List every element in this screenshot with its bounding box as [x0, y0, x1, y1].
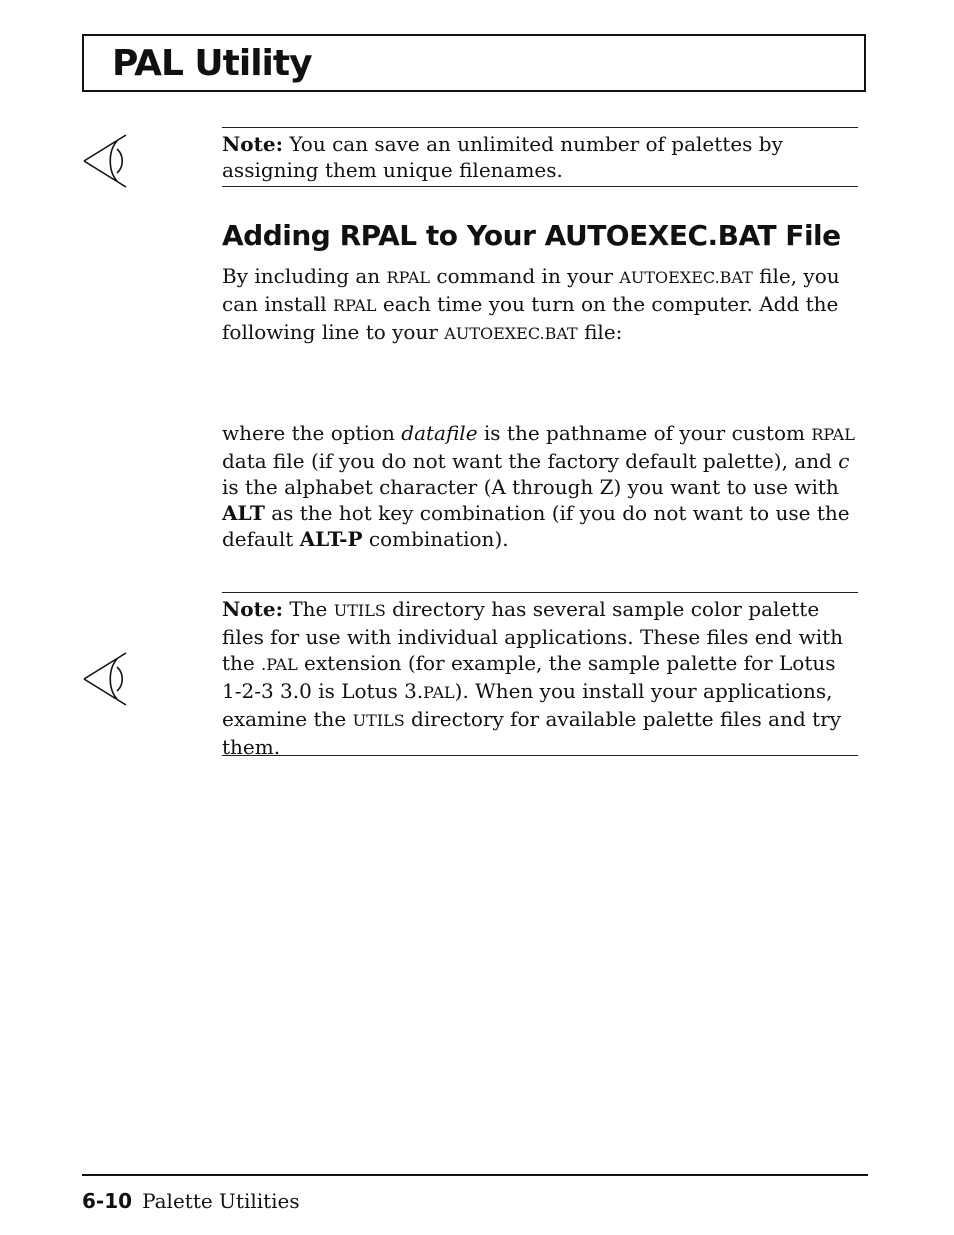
alt-p-key: ALT-P — [299, 527, 363, 551]
chapter-title: PAL Utility — [112, 43, 312, 84]
footer-section-name: Palette Utilities — [142, 1189, 300, 1213]
note-label: Note: — [222, 597, 283, 621]
page-footer — [82, 1188, 300, 1214]
note-label: Note: — [222, 132, 283, 156]
intro-paragraph: By including an RPAL command in your AUTOEXEC.BAT file, you can install RPAL each time you turn on the computer. Add the following line to your AUTOEXEC.BAT file: — [222, 264, 840, 344]
explanation-paragraph: where the option datafile is the pathname of your custom RPAL data file (if you do not want the factory default palette), and c is the alphabet character (A through Z) you want to use with ALT as the hot key combination (if you do not want to use the default ALT-P combination). — [222, 421, 855, 551]
eye-note-icon — [82, 133, 128, 189]
c-term: c — [838, 449, 850, 473]
note-text: You can save an unlimited number of palettes by assigning them unique filenames. — [222, 132, 783, 182]
footer-rule — [82, 1174, 868, 1176]
alt-key: ALT — [222, 501, 265, 525]
page-number: 6-10 — [82, 1189, 133, 1213]
note-utils-directory: Note: The UTILS directory has several sample color palette files for use with individual applications. These files end with the .PAL extension (for example, the sample palette for Lotus 1-2-3 3.0 is Lotus 3.PAL). When you install your applications, examine the UTILS directory for available palette files and try them. — [222, 592, 858, 756]
chapter-header-box — [82, 34, 866, 92]
eye-note-icon — [82, 651, 128, 707]
section-heading: Adding RPAL to Your AUTOEXEC.BAT File — [222, 219, 841, 252]
note-unlimited-palettes — [222, 127, 858, 187]
datafile-term: datafile — [401, 421, 478, 445]
